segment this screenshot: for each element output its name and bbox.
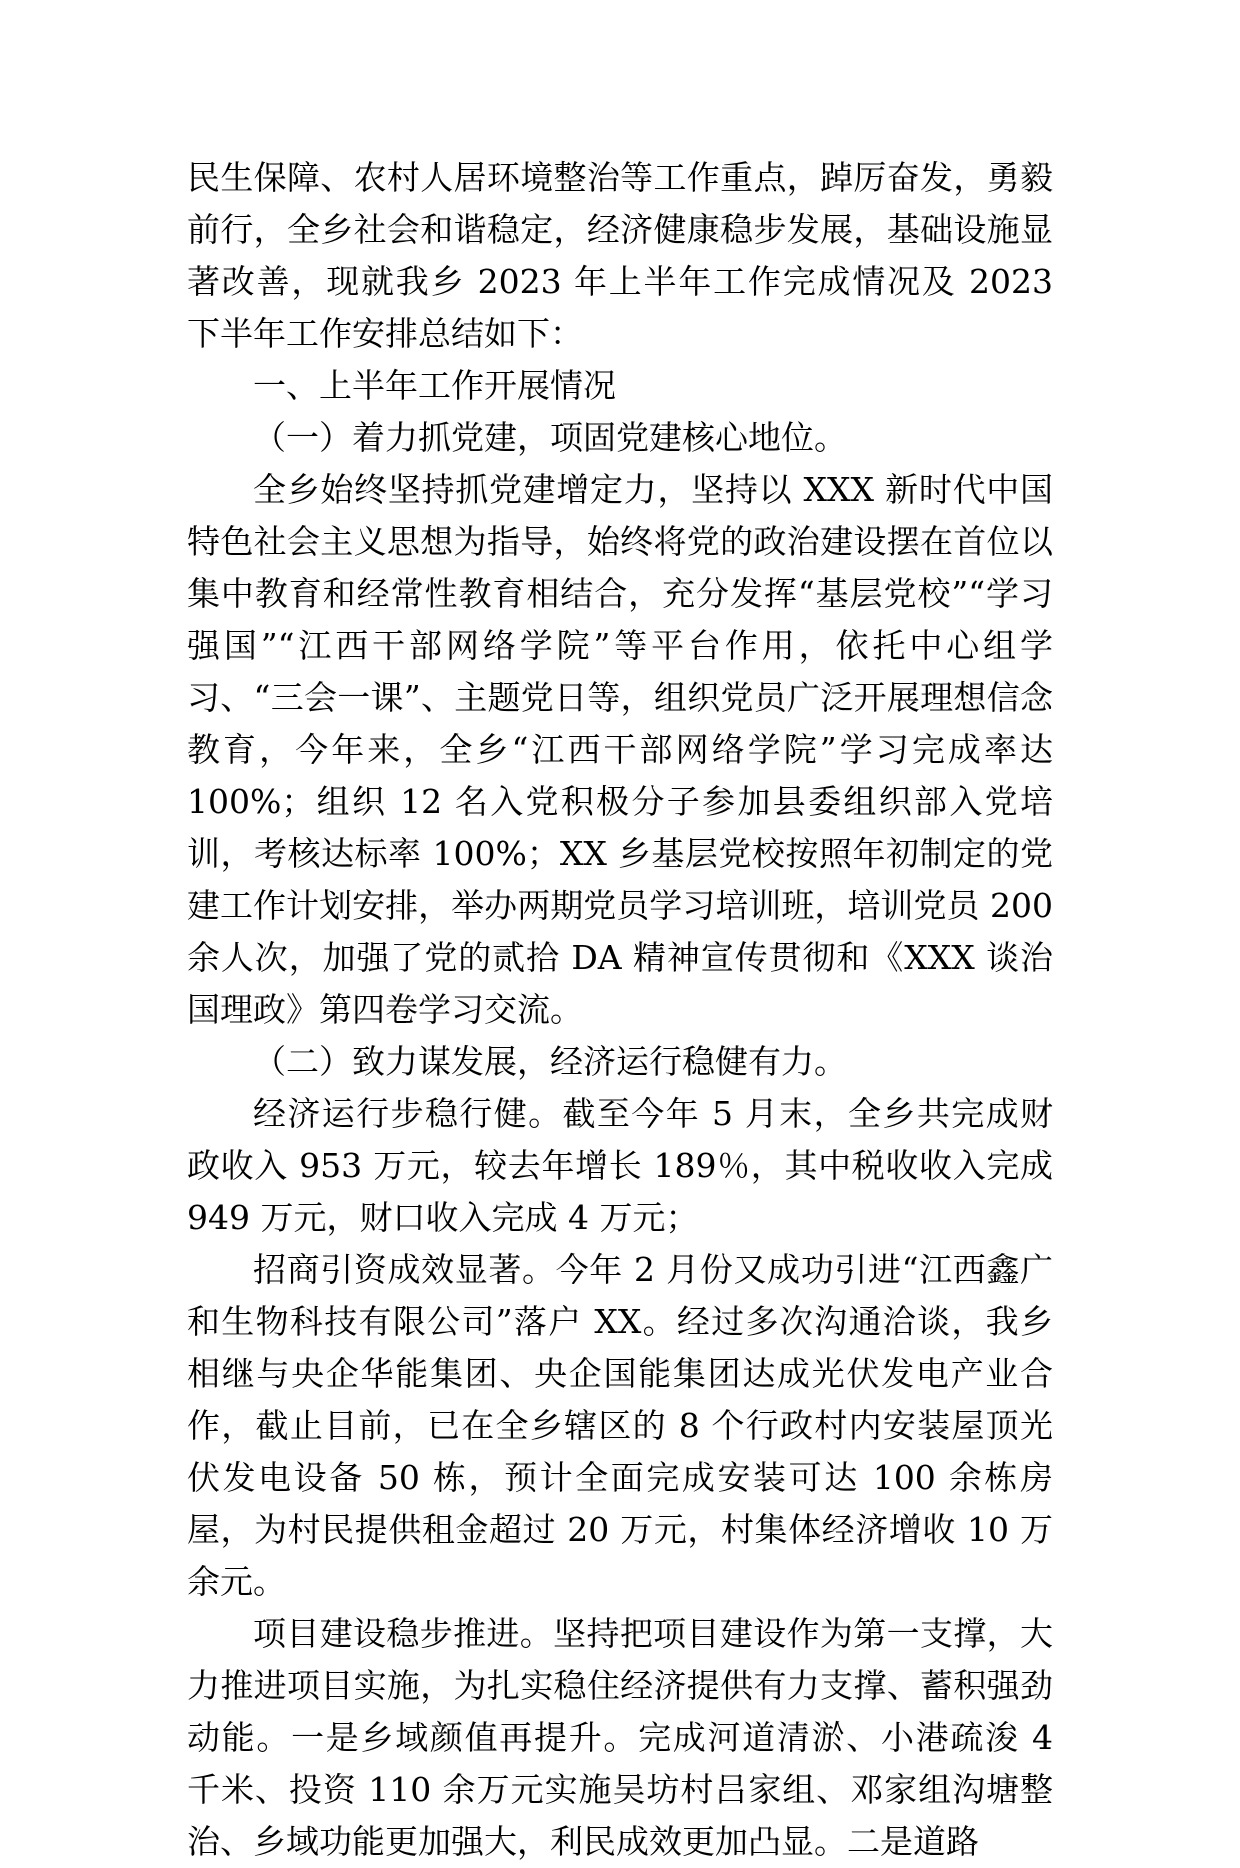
document-body: [187, 152, 1053, 1868]
paragraph-party-building: 全乡始终坚持抓党建增定力，坚持以 XXX 新时代中国特色社会主义思想为指导，始终将党的政治建设摆在首位以集中教育和经常性教育相结合，充分发挥“基层党校”“学习强国”“江西干部网络学院”等平台作用，依托中心组学习、“三会一课”、主题党日等，组织党员广泛开展理想信念教育，今年来，全乡“江西干部网络学院”学习完成率达 100%；组织 12 名入党积极分子参加县委组织部入党培训，考核达标率 100%；XX 乡基层党校按照年初制定的党建工作计划安排，举办两期党员学习培训班，培训党员 200 余人次，加强了党的贰拾 DA 精神宣传贯彻和《XXX 谈治国理政》第四卷学习交流。: [187, 470, 1053, 1029]
paragraph-economy: 经济运行步稳行健。截至今年 5 月末，全乡共完成财政收入 953 万元，较去年增长 189％，其中税收收入完成 949 万元，财口收入完成 4 万元；: [187, 1094, 1053, 1237]
subsection-heading-2: （二）致力谋发展，经济运行稳健有力。: [253, 1042, 847, 1081]
subsection-heading-1: （一）着力抓党建，项固党建核心地位。: [253, 418, 847, 457]
paragraph-projects: 项目建设稳步推进。坚持把项目建设作为第一支撑，大力推进项目实施，为扎实稳住经济提供有力支撑、蓄积强劲动能。一是乡域颜值再提升。完成河道清淤、小港疏浚 4 千米、投资 110 余万元实施吴坊村吕家组、邓家组沟塘整治、乡域功能更加强大，利民成效更加凸显。二是道路: [187, 1614, 1053, 1861]
paragraph-investment: 招商引资成效显著。今年 2 月份又成功引进“江西鑫广和生物科技有限公司”落户 XX。经过多次沟通洽谈，我乡相继与央企华能集团、央企国能集团达成光伏发电产业合作，截止目前，已在全乡辖区的 8 个行政村内安装屋顶光伏发电设备 50 栋，预计全面完成安装可达 100 余栋房屋，为村民提供租金超过 20 万元，村集体经济增收 10 万余元。: [187, 1250, 1053, 1601]
paragraph-intro: 民生保障、农村人居环境整治等工作重点，踔厉奋发，勇毅前行，全乡社会和谐稳定，经济健康稳步发展，基础设施显著改善，现就我乡 2023 年上半年工作完成情况及 2023 下半年工作安排总结如下：: [187, 158, 1053, 353]
section-heading-1: 一、上半年工作开展情况: [253, 366, 616, 405]
